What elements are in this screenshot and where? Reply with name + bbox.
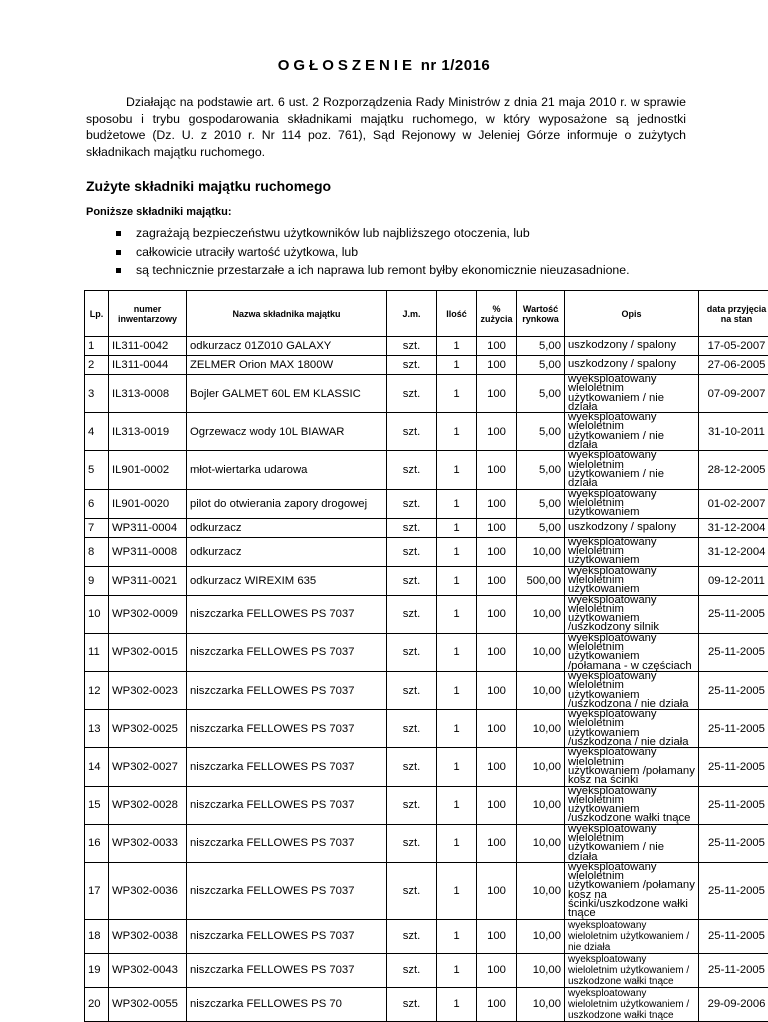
acceptance-date: 31-10-2011 <box>699 413 768 451</box>
market-value: 10,00 <box>517 748 565 786</box>
acceptance-date: 25-11-2005 <box>699 633 768 671</box>
wear-percent: 100 <box>477 537 517 566</box>
asset-name: niszczarka FELLOWES PS 7037 <box>187 633 387 671</box>
quantity: 1 <box>437 566 477 595</box>
quantity: 1 <box>437 710 477 748</box>
header-unit: J.m. <box>387 291 437 337</box>
acceptance-date: 09-12-2011 <box>699 566 768 595</box>
assets-table <box>84 290 768 1022</box>
page-title <box>0 57 768 74</box>
asset-name: niszczarka FELLOWES PS 7037 <box>187 748 387 786</box>
inventory-number: WP302-0023 <box>109 671 187 709</box>
acceptance-date: 25-11-2005 <box>699 595 768 633</box>
wear-percent: 100 <box>477 518 517 537</box>
quantity: 1 <box>437 595 477 633</box>
inventory-number: IL901-0002 <box>109 451 187 489</box>
asset-name: Ogrzewacz wody 10L BIAWAR <box>187 413 387 451</box>
wear-percent: 100 <box>477 489 517 518</box>
quantity: 1 <box>437 919 477 953</box>
market-value: 10,00 <box>517 786 565 824</box>
table-row <box>85 595 768 633</box>
inventory-number: WP311-0004 <box>109 518 187 537</box>
market-value: 5,00 <box>517 337 565 356</box>
quantity: 1 <box>437 671 477 709</box>
market-value: 10,00 <box>517 710 565 748</box>
wear-percent: 100 <box>477 919 517 953</box>
unit: szt. <box>387 987 437 1021</box>
quantity: 1 <box>437 375 477 413</box>
acceptance-date: 25-11-2005 <box>699 710 768 748</box>
row-number: 8 <box>85 537 109 566</box>
table-row <box>85 413 768 451</box>
unit: szt. <box>387 919 437 953</box>
unit: szt. <box>387 953 437 987</box>
table-row <box>85 375 768 413</box>
header-lp: Lp. <box>85 291 109 337</box>
acceptance-date: 25-11-2005 <box>699 862 768 919</box>
description: wyeksploatowany wieloletnim użytkowaniem /połamany kosz na ścinki <box>565 748 699 786</box>
acceptance-date: 31-12-2004 <box>699 537 768 566</box>
acceptance-date: 25-11-2005 <box>699 786 768 824</box>
unit: szt. <box>387 862 437 919</box>
acceptance-date: 07-09-2007 <box>699 375 768 413</box>
criteria-item: całkowicie utraciły wartość użytkowa, lub <box>116 243 630 262</box>
wear-percent: 100 <box>477 671 517 709</box>
inventory-number: WP302-0038 <box>109 919 187 953</box>
unit: szt. <box>387 710 437 748</box>
row-number: 18 <box>85 919 109 953</box>
wear-percent: 100 <box>477 413 517 451</box>
row-number: 16 <box>85 824 109 862</box>
header-asset-name: Nazwa składnika majątku <box>187 291 387 337</box>
quantity: 1 <box>437 748 477 786</box>
unit: szt. <box>387 671 437 709</box>
table-row <box>85 537 768 566</box>
inventory-number: IL311-0042 <box>109 337 187 356</box>
table-row <box>85 337 768 356</box>
unit: szt. <box>387 537 437 566</box>
market-value: 10,00 <box>517 862 565 919</box>
table-row <box>85 518 768 537</box>
description: wyeksploatowany wieloletnim użytkowaniem / nie działa <box>565 451 699 489</box>
section-heading: Zużyte składniki majątku ruchomego <box>86 178 331 194</box>
row-number: 4 <box>85 413 109 451</box>
inventory-number: IL313-0019 <box>109 413 187 451</box>
acceptance-date: 25-11-2005 <box>699 919 768 953</box>
asset-name: niszczarka FELLOWES PS 7037 <box>187 862 387 919</box>
row-number: 13 <box>85 710 109 748</box>
table-row <box>85 786 768 824</box>
asset-name: odkurzacz <box>187 537 387 566</box>
market-value: 5,00 <box>517 489 565 518</box>
asset-name: niszczarka FELLOWES PS 7037 <box>187 671 387 709</box>
row-number: 15 <box>85 786 109 824</box>
inventory-number: IL311-0044 <box>109 356 187 375</box>
header-quantity: Ilość <box>437 291 477 337</box>
row-number: 9 <box>85 566 109 595</box>
inventory-number: WP302-0009 <box>109 595 187 633</box>
quantity: 1 <box>437 862 477 919</box>
quantity: 1 <box>437 337 477 356</box>
row-number: 20 <box>85 987 109 1021</box>
header-market-value: Wartość rynkowa <box>517 291 565 337</box>
description: wyeksploatowany wieloletnim użytkowaniem / uszkodzone wałki tnące <box>565 953 699 987</box>
inventory-number: WP302-0043 <box>109 953 187 987</box>
unit: szt. <box>387 489 437 518</box>
market-value: 10,00 <box>517 595 565 633</box>
wear-percent: 100 <box>477 375 517 413</box>
asset-name: Bojler GALMET 60L EM KLASSIC <box>187 375 387 413</box>
acceptance-date: 25-11-2005 <box>699 748 768 786</box>
header-description: Opis <box>565 291 699 337</box>
header-inventory-number: numer inwentarzowy <box>109 291 187 337</box>
quantity: 1 <box>437 356 477 375</box>
asset-name: niszczarka FELLOWES PS 7037 <box>187 824 387 862</box>
unit: szt. <box>387 824 437 862</box>
asset-name: odkurzacz WIREXIM 635 <box>187 566 387 595</box>
table-body <box>85 337 768 1022</box>
description: wyeksploatowany wieloletnim użytkowaniem / nie działa <box>565 824 699 862</box>
asset-name: niszczarka FELLOWES PS 7037 <box>187 919 387 953</box>
wear-percent: 100 <box>477 337 517 356</box>
wear-percent: 100 <box>477 786 517 824</box>
market-value: 5,00 <box>517 356 565 375</box>
quantity: 1 <box>437 518 477 537</box>
inventory-number: WP302-0055 <box>109 987 187 1021</box>
criteria-list <box>116 224 630 280</box>
asset-name: pilot do otwierania zapory drogowej <box>187 489 387 518</box>
acceptance-date: 27-06-2005 <box>699 356 768 375</box>
acceptance-date: 17-05-2007 <box>699 337 768 356</box>
market-value: 10,00 <box>517 953 565 987</box>
acceptance-date: 25-11-2005 <box>699 824 768 862</box>
quantity: 1 <box>437 987 477 1021</box>
table-row <box>85 633 768 671</box>
intro-paragraph: Działając na podstawie art. 6 ust. 2 Rozporządzenia Rady Ministrów z dnia 21 maja 2010 r. w sprawie sposobu i trybu gospodarowania składnikami majątku ruchomego, w który wyposażone są jednostki budżetowe (Dz. U. z 2010 r. Nr 114 poz. 761), Sąd Rejonowy w Jeleniej Górze informuje o zużytych składnikach majątku ruchomego. <box>86 94 686 160</box>
inventory-number: WP302-0015 <box>109 633 187 671</box>
quantity: 1 <box>437 953 477 987</box>
market-value: 10,00 <box>517 987 565 1021</box>
quantity: 1 <box>437 451 477 489</box>
description: wyeksploatowany wieloletnim użytkowaniem /uszkodzone wałki tnące <box>565 786 699 824</box>
table-row <box>85 824 768 862</box>
criteria-item: są technicznie przestarzałe a ich naprawa lub remont byłby ekonomicznie nieuzasadnione. <box>116 261 630 280</box>
criteria-item: zagrażają bezpieczeństwu użytkowników lub najbliższego otoczenia, lub <box>116 224 630 243</box>
row-number: 5 <box>85 451 109 489</box>
table-row <box>85 862 768 919</box>
table-row <box>85 919 768 953</box>
row-number: 2 <box>85 356 109 375</box>
unit: szt. <box>387 566 437 595</box>
table-row <box>85 710 768 748</box>
wear-percent: 100 <box>477 824 517 862</box>
unit: szt. <box>387 375 437 413</box>
asset-name: niszczarka FELLOWES PS 70 <box>187 987 387 1021</box>
title-number: nr 1/2016 <box>416 57 490 74</box>
wear-percent: 100 <box>477 748 517 786</box>
inventory-number: WP302-0028 <box>109 786 187 824</box>
row-number: 7 <box>85 518 109 537</box>
inventory-number: WP302-0025 <box>109 710 187 748</box>
description: wyeksploatowany wieloletnim użytkowaniem /połamana - w częściach <box>565 633 699 671</box>
asset-name: niszczarka FELLOWES PS 7037 <box>187 710 387 748</box>
acceptance-date: 25-11-2005 <box>699 671 768 709</box>
row-number: 12 <box>85 671 109 709</box>
inventory-number: WP311-0008 <box>109 537 187 566</box>
description: wyeksploatowany wieloletnim użytkowaniem / nie działa <box>565 375 699 413</box>
row-number: 14 <box>85 748 109 786</box>
market-value: 500,00 <box>517 566 565 595</box>
inventory-number: WP302-0027 <box>109 748 187 786</box>
wear-percent: 100 <box>477 356 517 375</box>
acceptance-date: 31-12-2004 <box>699 518 768 537</box>
table-row <box>85 748 768 786</box>
asset-name: niszczarka FELLOWES PS 7037 <box>187 595 387 633</box>
inventory-number: WP302-0033 <box>109 824 187 862</box>
asset-name: młot-wiertarka udarowa <box>187 451 387 489</box>
unit: szt. <box>387 518 437 537</box>
wear-percent: 100 <box>477 595 517 633</box>
wear-percent: 100 <box>477 451 517 489</box>
row-number: 1 <box>85 337 109 356</box>
description: wyeksploatowany wieloletnim użytkowaniem /uszkodzony silnik <box>565 595 699 633</box>
row-number: 19 <box>85 953 109 987</box>
inventory-number: WP311-0021 <box>109 566 187 595</box>
description: wyeksploatowany wieloletnim użytkowaniem / nie działa <box>565 413 699 451</box>
unit: szt. <box>387 337 437 356</box>
wear-percent: 100 <box>477 987 517 1021</box>
description: wyeksploatowany wieloletnim użytkowaniem /połamany kosz na ścinki/uszkodzone wałki tnące <box>565 862 699 919</box>
table-row <box>85 953 768 987</box>
acceptance-date: 01-02-2007 <box>699 489 768 518</box>
quantity: 1 <box>437 824 477 862</box>
description: uszkodzony / spalony <box>565 518 699 537</box>
row-number: 10 <box>85 595 109 633</box>
row-number: 17 <box>85 862 109 919</box>
acceptance-date: 28-12-2005 <box>699 451 768 489</box>
description: wyeksploatowany wieloletnim użytkowaniem <box>565 537 699 566</box>
description: wyeksploatowany wieloletnim użytkowaniem /uszkodzona / nie działa <box>565 671 699 709</box>
row-number: 6 <box>85 489 109 518</box>
table-row <box>85 451 768 489</box>
quantity: 1 <box>437 786 477 824</box>
inventory-number: IL901-0020 <box>109 489 187 518</box>
asset-name: ZELMER Orion MAX 1800W <box>187 356 387 375</box>
table-row <box>85 566 768 595</box>
market-value: 5,00 <box>517 375 565 413</box>
wear-percent: 100 <box>477 710 517 748</box>
title-word: OGŁOSZENIE <box>278 57 416 74</box>
unit: szt. <box>387 356 437 375</box>
quantity: 1 <box>437 413 477 451</box>
unit: szt. <box>387 595 437 633</box>
market-value: 10,00 <box>517 824 565 862</box>
description: wyeksploatowany wieloletnim użytkowaniem / uszkodzone wałki tnące <box>565 987 699 1021</box>
wear-percent: 100 <box>477 953 517 987</box>
table-header-row <box>85 291 768 337</box>
table-row <box>85 356 768 375</box>
table-row <box>85 987 768 1021</box>
wear-percent: 100 <box>477 862 517 919</box>
wear-percent: 100 <box>477 633 517 671</box>
description: uszkodzony / spalony <box>565 356 699 375</box>
asset-name: niszczarka FELLOWES PS 7037 <box>187 786 387 824</box>
table-row <box>85 489 768 518</box>
unit: szt. <box>387 451 437 489</box>
header-acceptance-date: data przyjęcia na stan <box>699 291 768 337</box>
row-number: 11 <box>85 633 109 671</box>
quantity: 1 <box>437 633 477 671</box>
asset-name: niszczarka FELLOWES PS 7037 <box>187 953 387 987</box>
quantity: 1 <box>437 537 477 566</box>
unit: szt. <box>387 413 437 451</box>
description: uszkodzony / spalony <box>565 337 699 356</box>
market-value: 5,00 <box>517 518 565 537</box>
header-wear-percent: % zużycia <box>477 291 517 337</box>
inventory-number: WP302-0036 <box>109 862 187 919</box>
asset-name: odkurzacz <box>187 518 387 537</box>
quantity: 1 <box>437 489 477 518</box>
market-value: 10,00 <box>517 537 565 566</box>
description: wyeksploatowany wieloletnim użytkowaniem / nie działa <box>565 919 699 953</box>
market-value: 5,00 <box>517 413 565 451</box>
section-subheading: Poniższe składniki majątku: <box>86 206 232 218</box>
market-value: 5,00 <box>517 451 565 489</box>
description: wyeksploatowany wieloletnim użytkowaniem <box>565 489 699 518</box>
acceptance-date: 25-11-2005 <box>699 953 768 987</box>
row-number: 3 <box>85 375 109 413</box>
acceptance-date: 29-09-2006 <box>699 987 768 1021</box>
wear-percent: 100 <box>477 566 517 595</box>
inventory-number: IL313-0008 <box>109 375 187 413</box>
description: wyeksploatowany wieloletnim użytkowaniem /uszkodzona / nie działa <box>565 710 699 748</box>
table-row <box>85 671 768 709</box>
asset-name: odkurzacz 01Z010 GALAXY <box>187 337 387 356</box>
unit: szt. <box>387 786 437 824</box>
unit: szt. <box>387 633 437 671</box>
market-value: 10,00 <box>517 919 565 953</box>
market-value: 10,00 <box>517 633 565 671</box>
unit: szt. <box>387 748 437 786</box>
description: wyeksploatowany wieloletnim użytkowaniem <box>565 566 699 595</box>
market-value: 10,00 <box>517 671 565 709</box>
